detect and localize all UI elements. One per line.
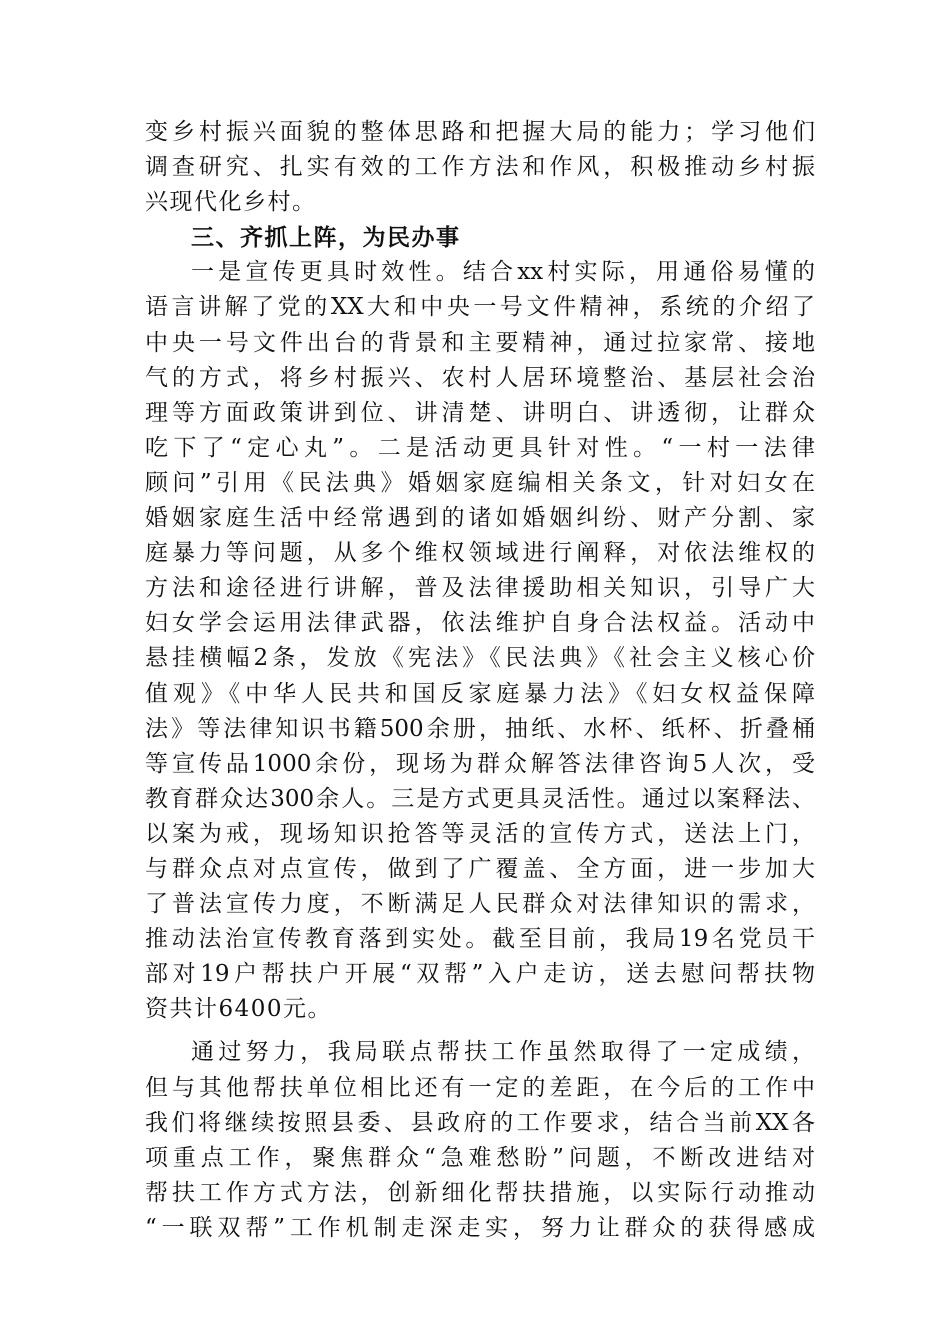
text-line: 变乡村振兴面貌的整体思路和把握大局的能力；学习他们 (145, 119, 815, 145)
text-line: 中央一号文件出台的背景和主要精神，通过拉家常、接地 (145, 329, 815, 356)
paragraph-2 (145, 255, 815, 1027)
text-line: 语言讲解了党的XX大和中央一号文件精神，系统的介绍了 (145, 294, 815, 321)
text-line: 但与其他帮扶单位相比还有一定的差距，在今后的工作中 (145, 1074, 815, 1101)
text-line: 悬挂横幅2条，发放《宪法》《民法典》《社会主义核心价 (145, 645, 815, 672)
text-line: 婚姻家庭生活中经常遇到的诸如婚姻纠纷、财产分割、家 (145, 505, 815, 532)
text-line: 等宣传品1000余份，现场为群众解答法律咨询5人次，受 (145, 750, 815, 777)
text-line: 以案为戒，现场知识抢答等灵活的宣传方式，送法上门， (145, 820, 815, 847)
text-line: 理等方面政策讲到位、讲清楚、讲明白、讲透彻，让群众 (145, 399, 815, 426)
text-line: 资共计6400元。 (145, 996, 333, 1023)
text-line: 气的方式，将乡村振兴、农村人居环境整治、基层社会治 (145, 364, 815, 391)
document-body (145, 115, 815, 1246)
text-line: 一是宣传更具时效性。结合xx村实际，用通俗易懂的 (191, 259, 815, 286)
text-line: 推动法治宣传教育落到实处。截至目前，我局19名党员干 (145, 926, 815, 953)
paragraph-gap (145, 1027, 815, 1035)
text-line: 教育群众达300余人。三是方式更具灵活性。通过以案释法、 (145, 785, 815, 812)
text-line: 值观》《中华人民共和国反家庭暴力法》《妇女权益保障 (145, 680, 815, 707)
text-line: 调查研究、扎实有效的工作方法和作风，积极推动乡村振 (145, 154, 815, 181)
text-line: 了普法宣传力度，不断满足人民群众对法律知识的需求， (145, 891, 815, 918)
paragraph-1 (145, 115, 815, 220)
text-line: 部对19户帮扶户开展“双帮”入户走访，送去慰问帮扶物 (145, 961, 815, 988)
text-line: 通过努力，我局联点帮扶工作虽然取得了一定成绩， (191, 1039, 815, 1066)
text-line: 项重点工作，聚焦群众“急难愁盼”问题，不断改进结对 (145, 1144, 815, 1171)
text-line: 我们将继续按照县委、县政府的工作要求，结合当前XX各 (145, 1109, 815, 1136)
text-line: 方法和途径进行讲解，普及法律援助相关知识，引导广大 (145, 575, 815, 602)
text-line: “一联双帮”工作机制走深走实，努力让群众的获得感成 (145, 1214, 815, 1241)
text-line: 庭暴力等问题，从多个维权领域进行阐释，对依法维权的 (145, 540, 815, 567)
text-line: 法》等法律知识书籍500余册，抽纸、水杯、纸杯、折叠桶 (145, 715, 815, 742)
text-line: 妇女学会运用法律武器，依法维护自身合法权益。活动中 (145, 610, 815, 637)
paragraph-3 (145, 1035, 815, 1246)
text-line: 吃下了“定心丸”。二是活动更具针对性。“一村一法律 (145, 434, 815, 461)
section-heading: 三、齐抓上阵，为民办事 (191, 224, 461, 252)
text-line: 顾问”引用《民法典》婚姻家庭编相关条文，针对妇女在 (145, 469, 815, 496)
text-line: 帮扶工作方式方法，创新细化帮扶措施，以实际行动推动 (145, 1179, 815, 1206)
text-line: 与群众点对点宣传，做到了广覆盖、全方面，进一步加大 (145, 855, 815, 882)
text-line: 兴现代化乡村。 (145, 189, 317, 216)
